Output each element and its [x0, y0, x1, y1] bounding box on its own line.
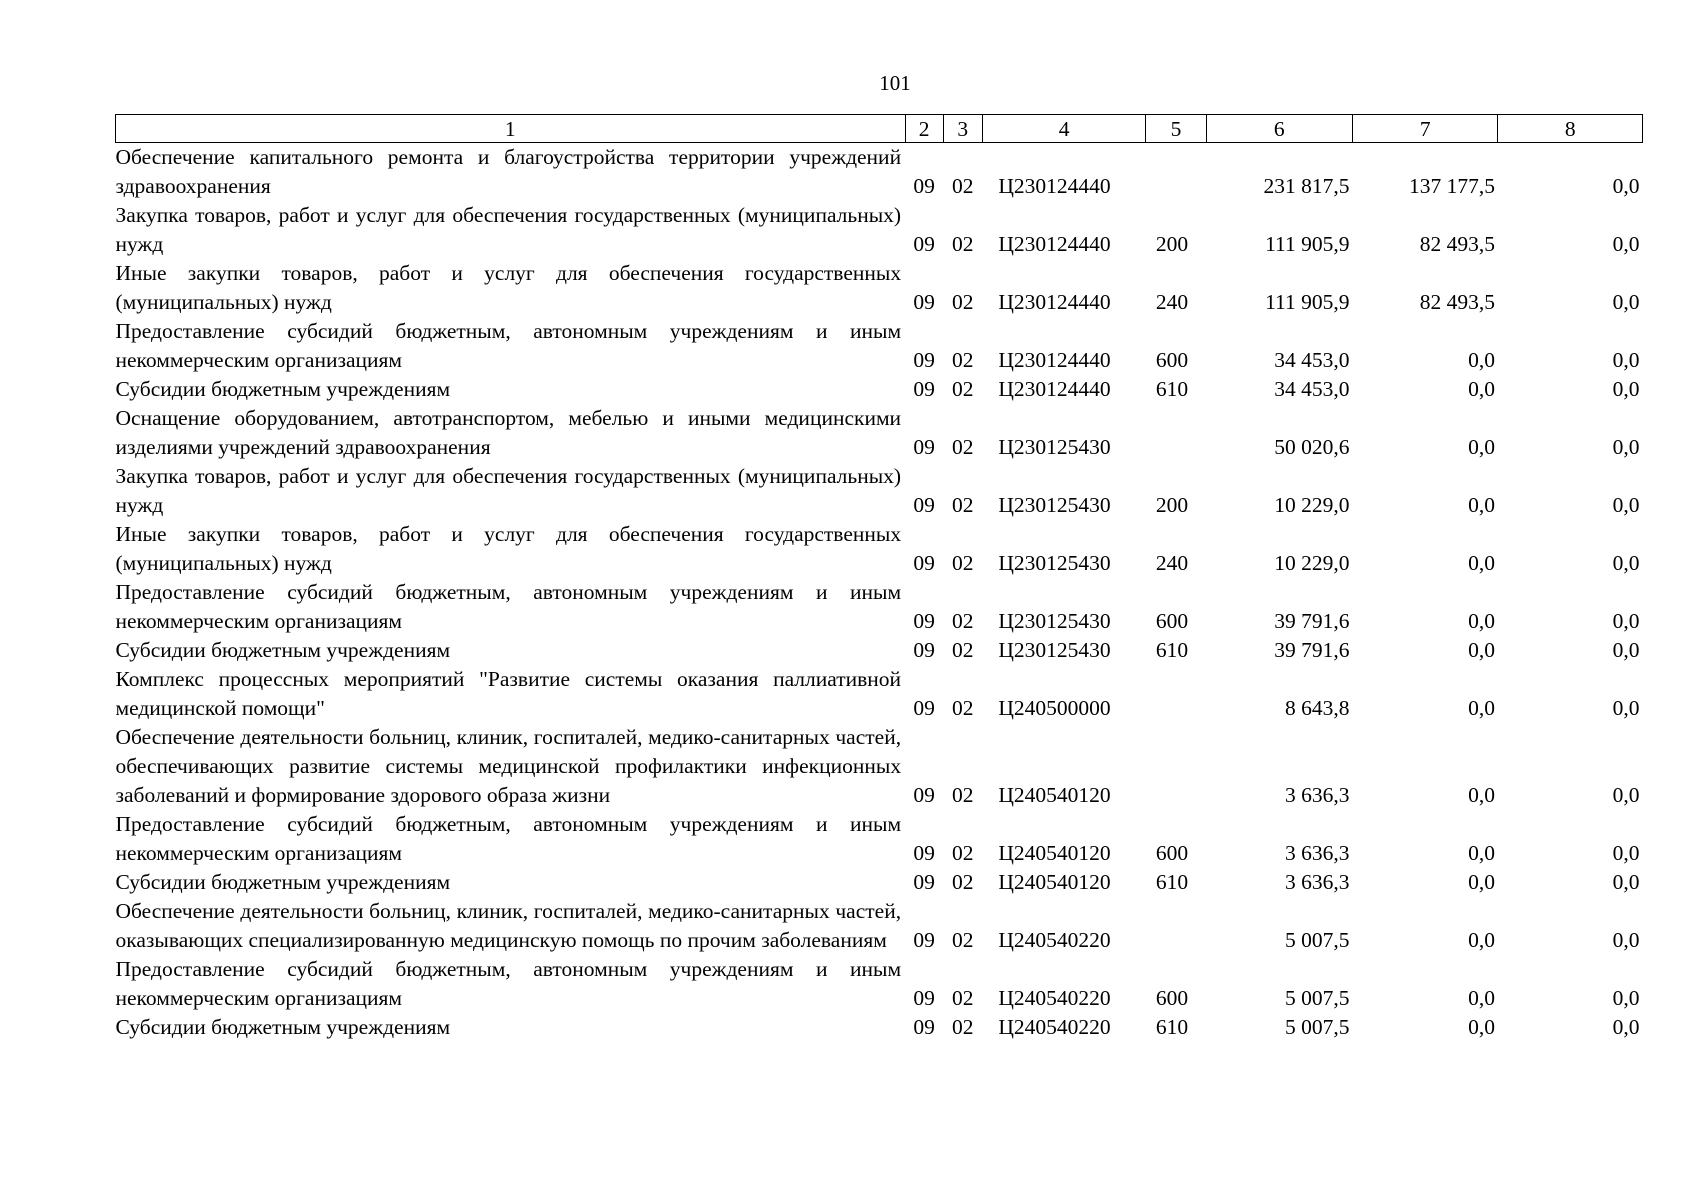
row-amount-col7: 0,0	[1468, 435, 1495, 459]
row-name: Обеспечение капитального ремонта и благоустройства территории учреждений здравоохранения	[115, 145, 902, 198]
row-section: 09	[913, 783, 935, 807]
row-name: Закупка товаров, работ и услуг для обеспечения государственных (муниципальных) нужд	[115, 203, 902, 256]
row-amount-col6: 10 229,0	[1274, 493, 1350, 517]
row-name: Предоставление субсидий бюджетным, автономным учреждениям и иным некоммерческим организациям	[115, 957, 902, 1010]
row-name: Субсидии бюджетным учреждениям	[115, 377, 451, 401]
row-expense-type: 610	[1155, 870, 1189, 894]
row-amount-col8: 0,0	[1612, 551, 1640, 575]
row-subsection: 02	[952, 870, 974, 894]
row-expense-type	[1146, 723, 1206, 810]
row-amount-col7: 137 177,5	[1408, 174, 1495, 198]
row-amount-col7: 0,0	[1468, 986, 1495, 1010]
row-section: 09	[913, 493, 935, 517]
row-amount-col8: 0,0	[1612, 609, 1640, 633]
row-name: Иные закупки товаров, работ и услуг для обеспечения государственных (муниципальных) нужд	[115, 522, 902, 575]
row-target-article: Ц240540220	[998, 928, 1111, 952]
row-name: Субсидии бюджетным учреждениям	[115, 870, 451, 894]
table-body	[116, 143, 1643, 1043]
row-amount-col7: 0,0	[1468, 1015, 1495, 1039]
row-amount-col6: 50 020,6	[1274, 435, 1350, 459]
row-amount-col8: 0,0	[1612, 638, 1640, 662]
row-expense-type: 600	[1155, 609, 1189, 633]
row-amount-col7: 0,0	[1468, 551, 1495, 575]
row-target-article: Ц230125430	[998, 638, 1111, 662]
row-section: 09	[913, 638, 935, 662]
table-row	[116, 636, 1643, 665]
row-name: Предоставление субсидий бюджетным, автономным учреждениям и иным некоммерческим организациям	[115, 319, 902, 372]
row-amount-col8: 0,0	[1612, 986, 1640, 1010]
row-expense-type: 200	[1155, 232, 1189, 256]
table-row	[116, 375, 1643, 404]
table-row	[116, 723, 1643, 810]
row-expense-type: 610	[1155, 1015, 1189, 1039]
table-row	[116, 259, 1643, 317]
row-subsection: 02	[952, 348, 974, 372]
row-amount-col6: 231 817,5	[1263, 174, 1350, 198]
row-expense-type: 610	[1155, 638, 1189, 662]
row-expense-type	[1146, 404, 1206, 462]
row-subsection: 02	[952, 290, 974, 314]
row-section: 09	[913, 841, 935, 865]
row-section: 09	[913, 696, 935, 720]
row-section: 09	[913, 928, 935, 952]
row-amount-col6: 3 636,3	[1285, 841, 1350, 865]
row-expense-type: 240	[1155, 290, 1189, 314]
row-name: Оснащение оборудованием, автотранспортом, мебелью и иными медицинскими изделиями учреждений здравоохранения	[115, 406, 902, 459]
row-amount-col8: 0,0	[1612, 348, 1640, 372]
row-target-article: Ц230124440	[998, 232, 1111, 256]
row-amount-col7: 0,0	[1468, 638, 1495, 662]
row-amount-col8: 0,0	[1612, 232, 1640, 256]
row-amount-col8: 0,0	[1612, 290, 1640, 314]
row-amount-col7: 0,0	[1468, 609, 1495, 633]
column-header-8: 8	[1498, 115, 1643, 143]
row-amount-col8: 0,0	[1612, 174, 1640, 198]
column-header-5: 5	[1146, 115, 1206, 143]
row-section: 09	[913, 551, 935, 575]
column-header-1: 1	[116, 115, 906, 143]
table-row	[116, 404, 1643, 462]
page-number: 101	[879, 71, 911, 95]
row-expense-type: 240	[1155, 551, 1189, 575]
row-amount-col7: 0,0	[1468, 870, 1495, 894]
row-amount-col6: 5 007,5	[1285, 986, 1350, 1010]
row-subsection: 02	[952, 609, 974, 633]
row-subsection: 02	[952, 986, 974, 1010]
row-section: 09	[913, 870, 935, 894]
row-subsection: 02	[952, 232, 974, 256]
row-name: Предоставление субсидий бюджетным, автономным учреждениям и иным некоммерческим организациям	[115, 580, 902, 633]
row-name: Комплекс процессных мероприятий "Развитие системы оказания паллиативной медицинской помощи"	[115, 667, 902, 720]
row-target-article: Ц230125430	[998, 551, 1111, 575]
row-target-article: Ц240540220	[998, 986, 1111, 1010]
row-amount-col8: 0,0	[1612, 928, 1640, 952]
row-subsection: 02	[952, 1015, 974, 1039]
row-section: 09	[913, 348, 935, 372]
table-row	[116, 317, 1643, 375]
row-amount-col6: 39 791,6	[1274, 638, 1350, 662]
table-row	[116, 955, 1643, 1013]
row-amount-col6: 8 643,8	[1285, 696, 1350, 720]
row-expense-type: 610	[1155, 377, 1189, 401]
row-subsection: 02	[952, 638, 974, 662]
row-target-article: Ц230125430	[998, 609, 1111, 633]
row-amount-col8: 0,0	[1612, 783, 1640, 807]
row-amount-col6: 34 453,0	[1274, 348, 1350, 372]
row-amount-col6: 111 905,9	[1265, 232, 1350, 256]
row-subsection: 02	[952, 841, 974, 865]
row-amount-col7: 0,0	[1468, 841, 1495, 865]
row-name: Субсидии бюджетным учреждениям	[115, 1015, 451, 1039]
row-amount-col6: 111 905,9	[1265, 290, 1350, 314]
row-name: Иные закупки товаров, работ и услуг для обеспечения государственных (муниципальных) нужд	[115, 261, 902, 314]
row-subsection: 02	[952, 174, 974, 198]
row-amount-col7: 0,0	[1468, 348, 1495, 372]
table-row	[116, 578, 1643, 636]
row-target-article: Ц230125430	[998, 435, 1111, 459]
row-amount-col8: 0,0	[1612, 377, 1640, 401]
row-amount-col6: 3 636,3	[1285, 870, 1350, 894]
row-amount-col8: 0,0	[1612, 1015, 1640, 1039]
row-section: 09	[913, 377, 935, 401]
row-subsection: 02	[952, 928, 974, 952]
row-expense-type: 600	[1155, 348, 1189, 372]
row-amount-col8: 0,0	[1612, 696, 1640, 720]
row-target-article: Ц240540220	[998, 1015, 1111, 1039]
row-target-article: Ц240540120	[998, 870, 1111, 894]
table-row	[116, 201, 1643, 259]
row-name: Обеспечение деятельности больниц, клиник, госпиталей, медико-санитарных частей, оказывающих специализированную медицинскую помощь по прочим заболеваниям	[115, 899, 902, 952]
row-subsection: 02	[952, 435, 974, 459]
row-subsection: 02	[952, 783, 974, 807]
table-row	[116, 143, 1643, 202]
budget-table	[115, 114, 1643, 1042]
column-header-2: 2	[905, 115, 943, 143]
row-target-article: Ц230124440	[998, 290, 1111, 314]
row-amount-col6: 5 007,5	[1285, 928, 1350, 952]
column-header-3: 3	[943, 115, 982, 143]
table-row	[116, 897, 1643, 955]
row-target-article: Ц240540120	[998, 841, 1111, 865]
row-subsection: 02	[952, 551, 974, 575]
row-amount-col6: 10 229,0	[1274, 551, 1350, 575]
row-target-article: Ц240500000	[998, 696, 1111, 720]
row-section: 09	[913, 609, 935, 633]
row-name: Предоставление субсидий бюджетным, автономным учреждениям и иным некоммерческим организациям	[115, 812, 902, 865]
row-expense-type: 200	[1155, 493, 1189, 517]
row-name: Субсидии бюджетным учреждениям	[115, 638, 451, 662]
row-amount-col7: 82 493,5	[1419, 290, 1495, 314]
row-expense-type: 600	[1155, 986, 1189, 1010]
table-row	[116, 665, 1643, 723]
row-expense-type	[1146, 897, 1206, 955]
row-section: 09	[913, 1015, 935, 1039]
header-row	[116, 115, 1643, 143]
row-target-article: Ц230124440	[998, 348, 1111, 372]
row-section: 09	[913, 986, 935, 1010]
row-target-article: Ц240540120	[998, 783, 1111, 807]
table-row	[116, 810, 1643, 868]
row-name: Закупка товаров, работ и услуг для обеспечения государственных (муниципальных) нужд	[115, 464, 902, 517]
row-section: 09	[913, 290, 935, 314]
table-row	[116, 1013, 1643, 1042]
row-amount-col8: 0,0	[1612, 493, 1640, 517]
row-target-article: Ц230124440	[998, 174, 1111, 198]
row-amount-col8: 0,0	[1612, 841, 1640, 865]
table-row	[116, 462, 1643, 520]
row-amount-col7: 0,0	[1468, 493, 1495, 517]
row-subsection: 02	[952, 377, 974, 401]
column-header-7: 7	[1353, 115, 1498, 143]
column-header-6: 6	[1206, 115, 1352, 143]
table-header	[116, 115, 1643, 143]
row-section: 09	[913, 174, 935, 198]
row-subsection: 02	[952, 696, 974, 720]
table-row	[116, 520, 1643, 578]
row-target-article: Ц230124440	[998, 377, 1111, 401]
table-row	[116, 868, 1643, 897]
row-amount-col7: 0,0	[1468, 696, 1495, 720]
column-header-4: 4	[982, 115, 1146, 143]
row-expense-type	[1146, 665, 1206, 723]
row-section: 09	[913, 435, 935, 459]
row-name: Обеспечение деятельности больниц, клиник, госпиталей, медико-санитарных частей, обеспечивающих развитие системы медицинской профилактики инфекционных заболеваний и формирование здорового образа жизни	[115, 725, 902, 807]
row-amount-col6: 5 007,5	[1285, 1015, 1350, 1039]
row-amount-col6: 3 636,3	[1285, 783, 1350, 807]
row-subsection: 02	[952, 493, 974, 517]
row-amount-col7: 0,0	[1468, 377, 1495, 401]
row-expense-type	[1146, 143, 1206, 202]
row-amount-col6: 39 791,6	[1274, 609, 1350, 633]
row-expense-type: 600	[1155, 841, 1189, 865]
row-amount-col8: 0,0	[1612, 435, 1640, 459]
row-amount-col8: 0,0	[1612, 870, 1640, 894]
row-target-article: Ц230125430	[998, 493, 1111, 517]
row-section: 09	[913, 232, 935, 256]
row-amount-col7: 0,0	[1468, 783, 1495, 807]
row-amount-col7: 82 493,5	[1419, 232, 1495, 256]
row-amount-col6: 34 453,0	[1274, 377, 1350, 401]
row-amount-col7: 0,0	[1468, 928, 1495, 952]
